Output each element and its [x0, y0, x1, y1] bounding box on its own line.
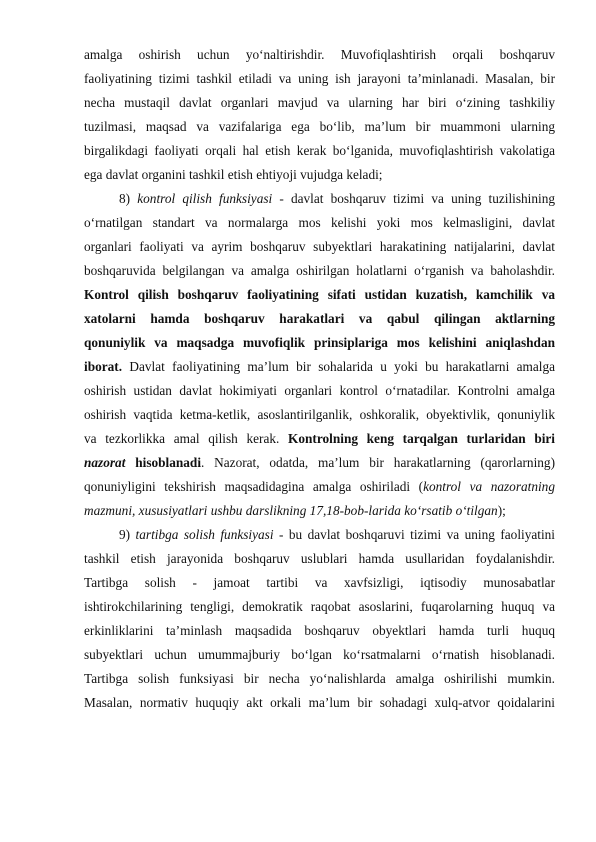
text-line: birgalikdagi faoliyati orqali hal etish kerak bo‘lganida, muvofiqlashtirish vakolatiga — [84, 143, 555, 158]
text-span: Davlat faoliyatining ma’lum bir sohalarida u yoki bu harakatlarni amalga — [122, 359, 555, 374]
term-heading: tartibga solish funksiyasi — [135, 527, 274, 542]
text-line: o‘rnatilgan standart va normalarga mos kelishi yoki mos kelmasligini, davlat — [84, 215, 555, 230]
text-span: . Nazorat, odatda, ma’lum bir harakatlarning (qarorlarning) — [201, 455, 556, 470]
item-number: 9) — [119, 527, 136, 542]
text-line: necha mustaqil davlat organlari mavjud va ularning har biri o‘zining tashkiliy — [84, 95, 555, 110]
text-line — [119, 527, 555, 543]
text-line: oshirish vaqtida ketma-ketlik, asoslantirilganlik, oshkoralik, obyektivlik, qonuniylik — [84, 407, 555, 422]
text-line — [84, 503, 555, 519]
term-heading: kontrol qilish funksiyasi — [137, 191, 273, 206]
text-line: ishtirokchilarining tengligi, demokratik raqobat asoslarini, fuqarolarning huquq va — [84, 599, 555, 614]
bold-span: Kontrolning keng tarqalgan turlaridan biri — [288, 431, 556, 446]
text-span: - davlat boshqaruv tizimi va uning tuzilishining — [272, 191, 556, 206]
text-line: boshqaruvida belgilangan va amalga oshirilgan holatlarni o‘rganish va baholashdir. — [84, 263, 555, 278]
text-span: qonuniyligini tekshirish maqsadidagina amalga oshiriladi ( — [84, 479, 424, 494]
text-line: tashkil etish jarayonida boshqaruv uslublari hamda usullaridan foydalanishdir. — [84, 551, 555, 566]
bold-text-line: xatolarni hamda boshqaruv harakatlari va qabul qilingan aktlarning — [84, 311, 555, 326]
text-line: subyektlari uchun umummajburiy bo‘lgan ko‘rsatmalarni o‘rnatish hisoblanadi. — [84, 647, 555, 662]
text-line: Tartibga solish - jamoat tartibi va xavfsizligi, iqtisodiy munosabatlar — [84, 575, 555, 590]
text-line — [84, 455, 555, 471]
text-line: oshirish ustidan davlat hokimiyati organlari kontrol o‘rnatadilar. Kontrolni amalga — [84, 383, 555, 398]
bold-span: iborat. — [84, 359, 123, 374]
text-line: Tartibga solish funksiyasi bir necha yo‘nalishlarda amalga oshirilishi mumkin. — [84, 671, 555, 686]
text-line: erkinliklarini ta’minlash maqsadida boshqaruv obyektlari hamda turli huquq — [84, 623, 555, 638]
text-line: tuzilmasi, maqsad va vazifalariga ega bo‘lib, ma’lum bir muammoni ularning — [84, 119, 555, 134]
text-line: amalga oshirish uchun yo‘naltirishdir. Muvofiqlashtirish orqali boshqaruv — [84, 47, 555, 62]
text-line: organlari faoliyati va ayrim boshqaruv subyektlari harakatining natijalarini, davlat — [84, 239, 555, 254]
text-span: va tezkorlikka amal qilish kerak. — [84, 431, 289, 446]
text-span: - bu davlat boshqaruvi tizimi va uning faoliyatini — [273, 527, 556, 542]
text-span: ); — [497, 503, 506, 518]
text-line — [84, 479, 555, 495]
bold-text-line: qonuniylik va maqsadga muvofiqlik prinsiplariga mos kelishini aniqlashdan — [84, 335, 555, 350]
text-line: Masalan, normativ huquqiy akt orkali ma’lum bir sohadagi xulq-atvor qoidalarini — [84, 695, 555, 710]
text-line — [84, 431, 555, 447]
bold-span: hisoblanadi — [125, 455, 202, 470]
text-line: faoliyatining tizimi tashkil etiladi va uning ish jarayoni ta’minlanadi. Masalan, bir — [84, 71, 555, 86]
bold-text-line: Kontrol qilish boshqaruv faoliyatining sifati ustidan kuzatish, kamchilik va — [84, 287, 555, 302]
text-line — [119, 191, 555, 207]
italic-span: kontrol va nazoratning — [423, 479, 555, 494]
text-line: ega davlat organini tashkil etish ehtiyoji vujudga keladi; — [84, 167, 383, 182]
item-number: 8) — [119, 191, 138, 206]
italic-span: mazmuni, xususiyatlari ushbu darslikning 17,18-bob-larida ko‘rsatib o‘tilgan — [84, 503, 498, 518]
bold-italic-span: nazorat — [84, 455, 126, 470]
text-line — [84, 359, 555, 375]
